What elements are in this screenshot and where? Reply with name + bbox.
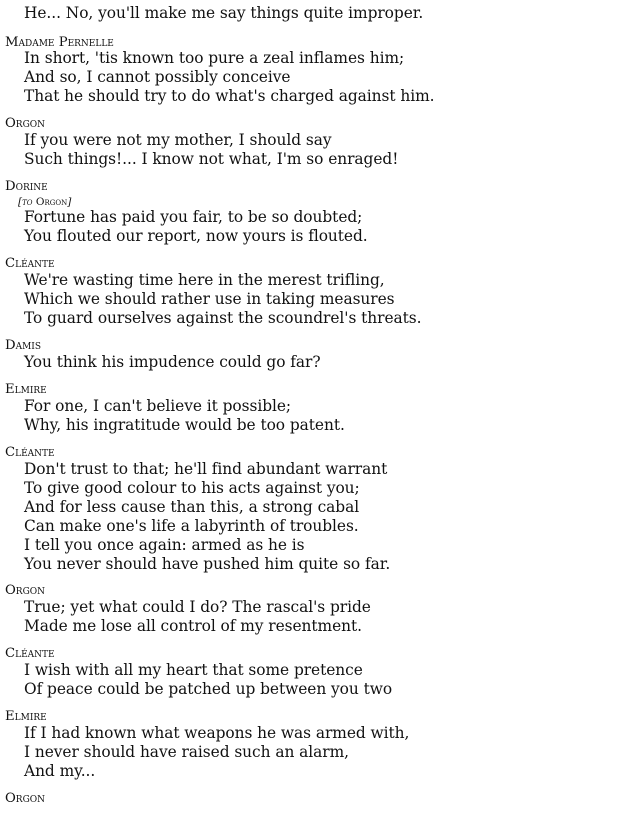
speaker-name: Elmire <box>5 709 47 724</box>
verse-line: If you were not my mother, I should say <box>24 131 332 149</box>
stage-direction-text: to <box>22 196 36 208</box>
verse-line: And my... <box>24 762 96 780</box>
speaker-name: Cléante <box>5 445 55 460</box>
verse-line: Such things!... I know not what, I'm so enraged! <box>24 150 399 168</box>
verse-line: In short, 'tis known too pure a zeal inflames him; <box>24 49 405 67</box>
speaker-name: Orgon <box>5 116 46 131</box>
verse-line: I never should have raised such an alarm, <box>24 743 349 761</box>
verse-line: You never should have pushed him quite so far. <box>24 555 391 573</box>
stage-direction-name: Orgon <box>35 196 68 208</box>
verse-line: Don't trust to that; he'll find abundant warrant <box>24 460 388 478</box>
speaker-name: Madame Pernelle <box>5 35 114 50</box>
speaker-name: Elmire <box>5 382 47 397</box>
speaker-name: Cléante <box>5 646 55 661</box>
verse-line: And for less cause than this, a strong cabal <box>24 498 360 516</box>
stage-direction: [to Orgon] <box>18 196 72 208</box>
speaker-name: Orgon <box>5 791 46 806</box>
verse-line: Made me lose all control of my resentment. <box>24 617 362 635</box>
verse-line: I wish with all my heart that some pretence <box>24 661 363 679</box>
verse-line: You think his impudence could go far? <box>24 353 321 371</box>
verse-line: Why, his ingratitude would be too patent. <box>24 416 345 434</box>
verse-line: True; yet what could I do? The rascal's pride <box>24 598 371 616</box>
verse-line: And so, I cannot possibly conceive <box>24 68 291 86</box>
verse-line: That he should try to do what's charged against him. <box>24 87 435 105</box>
speaker-name: Dorine <box>5 179 48 194</box>
verse-line: I tell you once again: armed as he is <box>24 536 305 554</box>
verse-line: Can make one's life a labyrinth of troubles. <box>24 517 359 535</box>
verse-line: We're wasting time here in the merest trifling, <box>24 271 385 289</box>
speaker-name: Damis <box>5 338 42 353</box>
verse-line: If I had known what weapons he was armed with, <box>24 724 410 742</box>
verse-line: To guard ourselves against the scoundrel's threats. <box>24 309 422 327</box>
verse-line: To give good colour to his acts against you; <box>24 479 360 497</box>
verse-line: Fortune has paid you fair, to be so doubted; <box>24 208 363 226</box>
verse-line: Of peace could be patched up between you two <box>24 680 393 698</box>
speaker-name: Cléante <box>5 256 55 271</box>
verse-line: You flouted our report, now yours is flouted. <box>24 227 368 245</box>
verse-line: For one, I can't believe it possible; <box>24 397 292 415</box>
speaker-name: Orgon <box>5 583 46 598</box>
verse-line: Which we should rather use in taking measures <box>24 290 395 308</box>
verse-line: He... No, you'll make me say things quite improper. <box>24 4 424 22</box>
